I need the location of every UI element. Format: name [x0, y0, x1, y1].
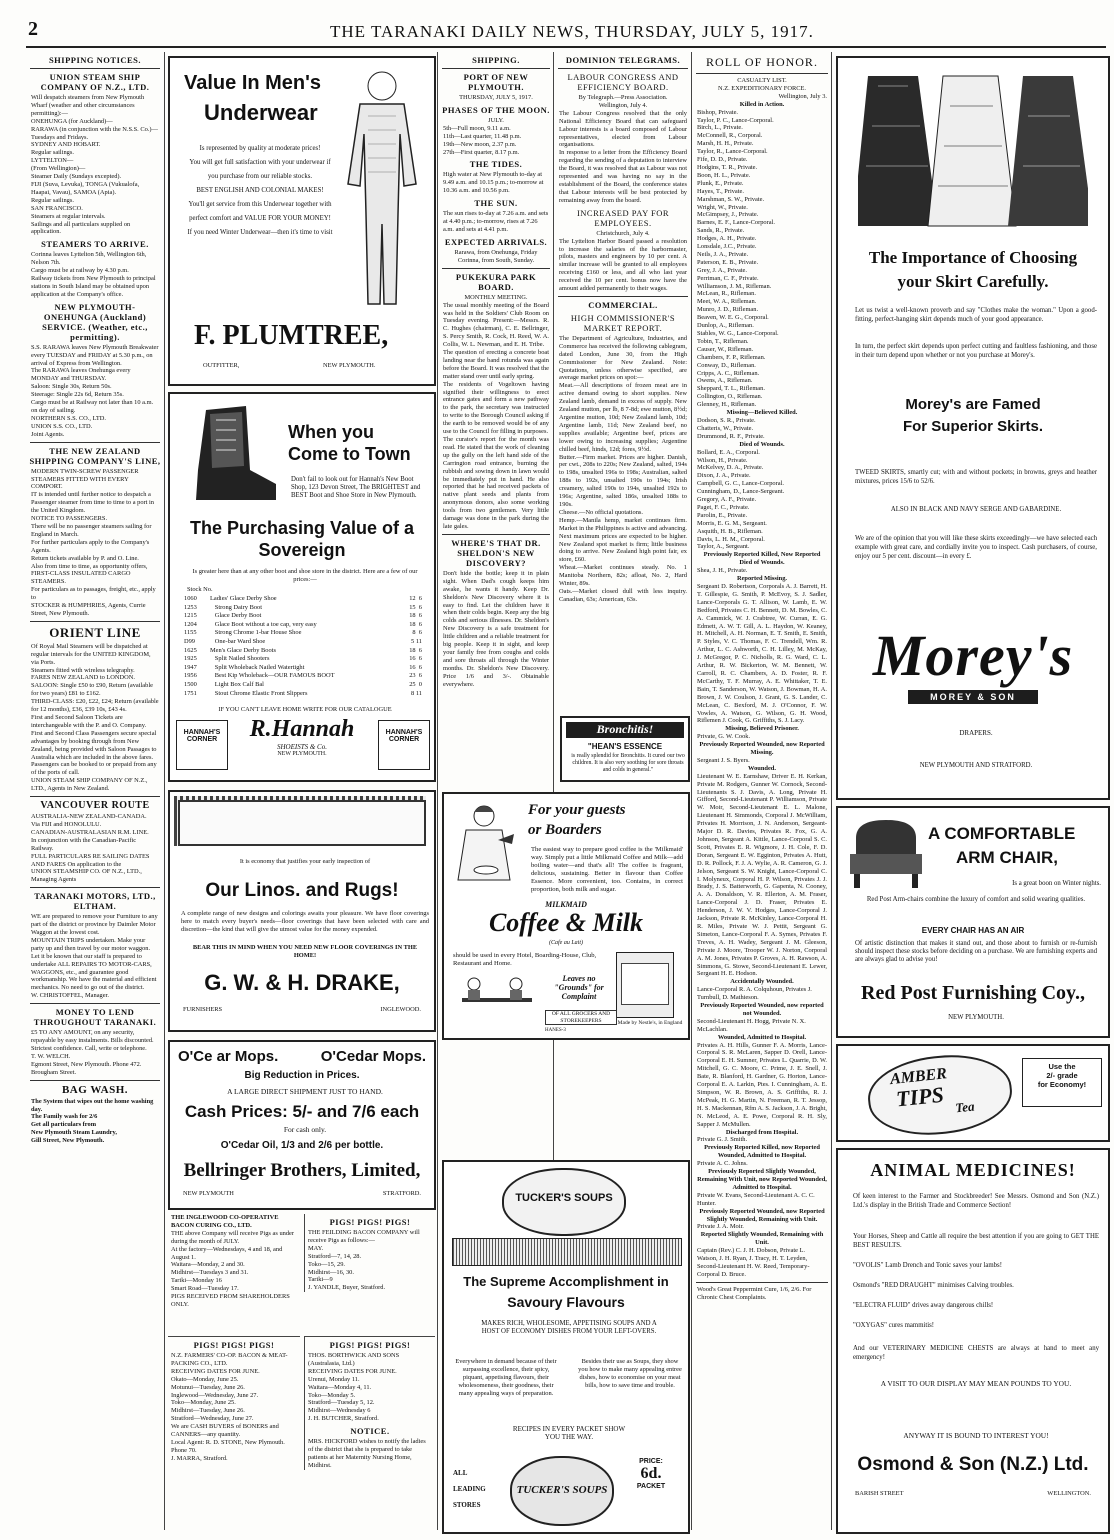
column-rule: [437, 52, 438, 1530]
stores-line3: STORES: [453, 1500, 481, 1509]
hannah-logo: [230, 716, 374, 772]
milkmaid-body: The easiest way to prepare good coffee is the 'Milkmaid' way. Simply put a little Milkmaid Coffee and Milk—add boiling water—and that's all! The coffee is fragrant, delicious, sustaining. Better in flavour than Coffee Essence. More convenient, too. Contains, in correct proportion, both milk and sugar.: [531, 846, 683, 893]
osmond-chests: And our VETERINARY MEDICINE CHESTS are always at hand to meet any emergency!: [853, 1345, 1099, 1361]
pigs-notices: [168, 1214, 436, 1530]
union-steam-heading: UNION STEAM SHIP COMPANY OF N.Z., LTD.: [40, 72, 150, 92]
stock-price: 16 6: [409, 655, 422, 663]
dominion-heading: DOMINION TELEGRAMS.: [565, 55, 681, 65]
farmers-body: N.Z. FARMERS' CO-OP. BACON & MEAT-PACKING CO., LTD. RECEIVING DATES FOR JUNE. Okato—Monday, June 25. Motunui—Tuesday, June 26. Inglewood—Wednesday, June 27. Toko—Monday, June 25. Midhirst—Tuesday, June 26. Stratford—Wednesday, June 27. We are CASH BUYERS of BONERS and CANNERS—any quantity. Local Agent: R. D. STONE, New Plymouth. Phone 70. J. MARRA, Stratford.: [171, 1352, 288, 1462]
milkmaid-tin-illustration: [616, 952, 674, 1018]
roll-of-honor-column: [694, 52, 830, 1530]
red-post-artistic: Of artistic distinction that makes it stand out, and those about to furnish or re-furnish should inspect these stocks before deciding on a purchase. We are furnishing experts and are always glad to advise you!: [855, 940, 1097, 963]
stock-number: 1204: [184, 620, 197, 628]
slight3-heading: Previously Reported Wounded, now Reported Slightly Wounded, Remaining with Unit.: [699, 1207, 825, 1223]
stock-price: 8 6: [410, 629, 422, 637]
all-grocers: OF ALL GROCERS AND STOREKEEPERS: [545, 1010, 617, 1025]
coffee-and-milk-logo: Coffee & Milk: [488, 908, 644, 937]
drake-bear-in-mind: BEAR THIS IN MIND WHEN YOU NEED NEW FLOOR COVERINGS IN THE HOME!: [192, 944, 418, 959]
osmond-anyway: ANYWAY IT IS BOUND TO INTEREST YOU!: [903, 1431, 1049, 1440]
admitted-heading: Wounded, Admitted to Hospital.: [717, 1033, 807, 1041]
stock-price: 18 6: [409, 612, 422, 620]
ocedar-oil: O'Cedar Oil, 1/3 and 2/6 per bottle.: [220, 1140, 384, 1151]
bellringer-name: Bellringer Brothers, Limited,: [183, 1160, 421, 1181]
osmond-street: BARISH STREET: [855, 1490, 904, 1497]
labour-body: The Labour Congress resolved that the only National Efficiency Board that can safeguard Labour interests is a board composed of Labour representatives, elected from Labour organisations. In response to a letter from the Efficiency Board regarding the sending of a deputation to interview the Board, it was resolved that as Labour was not represented and was having no say in the establishment of the Board, the conference states that Labour interests will be best protected by remaining away from the board.: [559, 109, 687, 204]
expected-body: Rarawa, from Onehunga, Friday Corinna, from South, Sunday.: [454, 248, 538, 264]
plumtree-outfitter: OUTFITTER,: [203, 362, 240, 369]
hannah-boot-shop-ad: [168, 392, 436, 782]
stock-price: 18 6: [409, 620, 422, 628]
shipping-notices-title: SHIPPING NOTICES.: [48, 55, 142, 65]
slight3-list: Private J. A. Moir.: [697, 1223, 744, 1231]
amber-use-grade: [1022, 1058, 1102, 1107]
park-board-body: The usual monthly meeting of the Board was held in the Soldiers' Club Room on Tuesday evening. Present:—Messrs. R. C. Hughes (chairman), C. E. Bellringer, S. Percy Smith, R. Cock, H. Reed, W. A. Collis, W. L. Newman, and E. H. Tribe. The question of erecting a concrete boat landing near the band rotunda was again before the Board. It was resolved that the matter stand over until early spring. The residents of Vogeltown having signified their willingness to erect entrance gates and form a new pathway to the park, the secretary was instructed to write to the Borough Council asking if the earth to be removed would be of any use to the Council for filling in purposes. The curator's report for the month was read. He stated that the work of cleaning up the gully on the left hand side of the Carrington road entrance, burning the rubbish and sowing down in lawn would be immediately put in hand. He also reported that he had received packets of native plant seeds and plants from anonymous donors, also some working tools from two gentlemen. Very little damage was done in the park during the late gales.: [443, 301, 549, 530]
stock-price-list: [184, 595, 422, 698]
morey-tweed: TWEED SKIRTS, smartly cut; with and without pockets; in browns, greys and heather mixtures, prices 15/6 to 52/6.: [855, 469, 1097, 485]
corner-left-line1: HANNAH'S: [183, 729, 221, 736]
osmond-ovolis: "OVOLIS" Lamb Drench and Tonic saves your lambs!: [853, 1262, 1002, 1269]
amber-tips-logo-oval: [864, 1049, 1015, 1142]
red-post-name: Red Post Furnishing Coy.,: [861, 982, 1085, 1004]
osmond-animal-medicines-ad: [836, 1148, 1110, 1534]
corner-right-line1: HANNAH'S: [385, 729, 423, 736]
cash-prices: Cash Prices: 5/- and 7/6 each: [184, 1102, 420, 1121]
red-post-great: Is a great boon on Winter nights.: [1012, 880, 1101, 887]
stock-number: 1925: [184, 655, 197, 663]
plumtree-title-2: Underwear: [204, 100, 318, 125]
purchasing-title-1: The Purchasing Value of a: [189, 518, 415, 538]
hannah-greater: Is greater here than at any other boot and shoe store in the district. Here are a few of our prices:—: [192, 568, 418, 583]
amber-logo-3: Tea: [954, 1098, 976, 1116]
killed-heading: Killed in Action.: [739, 100, 785, 108]
bellringer-ocedar-ad: [168, 1040, 436, 1210]
stock-price: 8 11: [409, 689, 422, 697]
borthwick-notice: [304, 1336, 435, 1470]
osmond-horses: Your Horses, Sheep and Cattle all require the best attention if you are going to GET THE BEST RESULTS.: [853, 1233, 1099, 1249]
amber-logo-1: AMBER: [889, 1065, 948, 1089]
column-rule: [691, 52, 692, 1530]
stock-number: 1947: [184, 663, 197, 671]
nz-shipping-body: MODERN TWIN-SCREW PASSENGER STEAMERS FITTED WITH EVERY COMPORT. IT is intended until further notice to despatch a Passenger steamer from time to time to a port in the United Kingdom. NOTICE TO PASSENGERS. There will be no passenger steamers sailing for England in March. For further particulars apply to the Company's Agents. Return tickets available by P. and O. Line. Also from time to time, as opportunity offers, FIRST-CLASS INSULATED CARGO STEAMERS. For particulars as to passages, freight, etc., apply to STOCKER & HUMPHRIES, Agents, Currie Street, New Plymouth.: [31, 467, 156, 617]
farmers-coop-notice: [168, 1336, 300, 1463]
osmond-city: WELLINGTON.: [1047, 1490, 1091, 1497]
stock-row: [184, 664, 422, 673]
catalogue-notice: IF YOU CAN'T LEAVE HOME WRITE FOR OUR CATALOGUE: [218, 706, 392, 713]
killed-list: Bishop, Private. Taylor, P. C., Lance-Corporal. Birch, L., Private. McConnell, R., Corporal. Marsh, H. H., Private. Taylor, R., Lance-Corporal. Fife, D. D., Private. Hodgins, T. R., Private. Boon, H. L., Private. Plunk, E., Private. Hayes, T., Private. Marshman, S. W., Private. Wright, W., Private. McGimpsey, J., Private. Barnes, E. F., Lance-Corporal. Sands, R., Private. Hodges, A. H., Private. Lonsdale, J.C., Private. Neils, J. A., Private. Paterson, E. B., Private. Grey, J. A., Private. Perriman, C. F., Private. Williamson, J. M., Rifleman. McLean, R., Rifleman. Meet, W. A., Rifleman. Munro, J. D., Rifleman. Beaven, W. E. G., Corporal. Dunlop, A., Rifleman. Stables, W. G., Lance-Corporal. Tobin, T., Rifleman. Causer, W., Rifleman. Chambers, F. P., Rifleman. Conway, D., Rifleman. Cripps, A. C., Rifleman. Owens, A., Rifleman. Sheppard, T. L., Rifleman. Collington, O., Rifleman. Glenney, H., Rifleman.: [697, 108, 779, 409]
tucker-title-1: The Supreme Accomplishment in: [463, 1274, 669, 1289]
stock-price: 15 6: [409, 603, 422, 611]
leaves-line2: "Grounds" for: [554, 983, 604, 992]
died-heading: Died of Wounds.: [739, 440, 785, 448]
steamers-arrive-body: Corinna leaves Lyttelton 5th, Wellington 6th, Nelson 7th. Cargo must be at railway by 4.30 p.m. Railway tickets from New Plymouth to principal stations in South Island may be obtained upon application at the Company's office.: [31, 251, 156, 298]
stock-row: [184, 690, 422, 699]
shipping-column: [440, 52, 552, 828]
bag-wash-heading: BAG WASH.: [61, 1083, 129, 1096]
stock-row: [184, 638, 422, 647]
wounded-heading: Wounded.: [748, 764, 776, 772]
ad-code: HANES-3: [545, 1028, 566, 1033]
stock-row: [184, 612, 422, 621]
stock-row: [184, 629, 422, 638]
sheldon-heading: WHERE'S THAT DR. SHELDON'S NEW DISCOVERY?: [451, 537, 541, 568]
masthead: THE TARANAKI DAILY NEWS, THURSDAY, JULY 5, 1917.: [330, 22, 814, 41]
labour-by: By Telegraph.—Press Association.: [578, 94, 668, 101]
amber-grade: 2/- grade: [1046, 1071, 1078, 1080]
milkmaid-title-1: For your guests: [528, 802, 626, 818]
amber-economy: for Economy!: [1037, 1080, 1087, 1089]
cash-only: For cash only.: [283, 1125, 327, 1134]
soup-bowls-illustration: [452, 1238, 682, 1266]
accidental-heading: Accidentally Wounded.: [730, 978, 794, 986]
stock-number: 1956: [184, 672, 197, 680]
farmers-heading: PIGS! PIGS! PIGS!: [193, 1340, 275, 1350]
leaves-no-grounds: [544, 974, 614, 1001]
stock-item: Split Wholeback Nailed Watertight: [210, 663, 305, 671]
red-post-title-1: A COMFORTABLE: [928, 824, 1076, 843]
drake-body: A complete range of new designs and colorings awaits your pleasure. We have floor coverings here to match every buyer's needs—floor coverings that have been selected with care and discretion—the kind that will give the utmost value for the money expended.: [181, 910, 429, 933]
casualty-place: Wellington, July 3.: [778, 92, 827, 100]
onehunga-service-body: S.S. RARAWA leaves New Plymouth Breakwater every TUESDAY and FRIDAY at 5.30 p.m., on arrival of Express from Wellington. The RARAWA leaves Onehunga every MONDAY and THURSDAY. Saloon: Single 30s, Return 50s. Steerage: Single 22s 6d, Return 35s. Cargo must be at Railway not later than 10 a.m. on day of sailing. NORTHERN S.S. CO., LTD. UNION S.S. CO., LTD. Joint Agents.: [31, 343, 159, 438]
morey-title-2: your Skirt Carefully.: [897, 272, 1049, 291]
pay-place: Christchurch, July 4.: [596, 229, 650, 237]
stock-row: [184, 621, 422, 630]
tuckers-packet-illustration: [510, 1456, 614, 1526]
sun-body: The sun rises to-day at 7.26 a.m. and sets at 4.40 p.m.; to-morrow, rises at 7.26 a.m. and sets at 4.41 p.m.: [443, 210, 549, 233]
tucker-left: Everywhere in demand because of their surpassing excellence, their spicy, piquant, appetising flavours, their wholesomeness, their goodness, their many appealing ways of preparation.: [455, 1358, 557, 1397]
red-post-furnishing-ad: [836, 806, 1110, 1038]
osmond-red-draught: Osmond's "RED DRAUGHT" minimises Calving troubles.: [853, 1282, 1014, 1289]
tuckers-soups-logo-oval: [502, 1168, 626, 1236]
ocedar-title-left: O'Ce ar Mops.: [178, 1048, 279, 1065]
amber-logo-2: TIPS: [894, 1081, 945, 1112]
stock-number: 1215: [184, 612, 197, 620]
expected-heading: EXPECTED ARRIVALS.: [444, 236, 548, 247]
drake-intro: It is economy that justifies your early inspection of: [239, 858, 371, 865]
rug-pattern: [178, 800, 426, 846]
plumtree-location: NEW PLYMOUTH.: [323, 362, 376, 369]
woman-pouring-illustration: [450, 800, 520, 884]
notice-body: MRS. HICKFORD wishes to notify the ladies of the district that she is prepared to take patients at her Maternity Nursing Home, Midhirst.: [308, 1438, 426, 1469]
tucker-right: Besides their use as Soups, they show you how to make many appealing entree dishes, how to economise on your meat bills, how to save time and trouble.: [578, 1358, 682, 1389]
missing-killed-list: Dodson, S. R., Private. Chatteris, W., Private. Drummond, R. F., Private.: [697, 416, 765, 440]
prisoner-list: Private, G. W. Cook.: [697, 733, 751, 741]
osmond-interest: Of keen interest to the Farmer and Stockbreeder! See Messrs. Osmond and Son (N.Z.) Ltd.'s display in the British Trade and Commerce Section!: [853, 1193, 1099, 1209]
roll-of-honor-title: ROLL OF HONOR.: [706, 55, 818, 69]
inglewood-body: THE above Company will receive Pigs as under during the month of JULY. At the factory—Wednesdays, 4 and 18, and August 1. Waitara—Monday, 2 and 30. Midhirst—Tuesdays 3 and 31. Tariki—Monday 16 Smart Road—Tuesday 17. PIGS RECEIVED FROM SHAREHOLDERS ONLY.: [171, 1229, 294, 1308]
borthwick-heading: PIGS! PIGS! PIGS!: [329, 1340, 411, 1350]
reported-missing-heading: Reported Missing.: [736, 575, 788, 583]
osmond-visit: A VISIT TO OUR DISPLAY MAY MEAN POUNDS TO YOU.: [880, 1379, 1072, 1388]
stock-item: Split Nailed Shooters: [210, 655, 270, 663]
skirts-illustration: [858, 66, 1088, 236]
died-list: Bollard, E. A., Corporal. Wilson, H., Private. McKelvey, D. A., Private. Dixon, J. A., Private. Campbell, G. C., Lance-Corporal. Cunningham, D., Lance-Sergeant. Gregory, A. F., Private. Paget, F. C., Private. Parolin, E., Private. Morris, E. G. M., Sergeant. Asquith, H. B., Rifleman. Davis, L. H. M., Corporal. Taylor, A., Sergeant.: [697, 448, 785, 551]
port-heading: PORT OF NEW PLYMOUTH.: [463, 72, 529, 92]
prev-killed-heading: Previously Reported Killed, Now Reported Died of Wounds.: [703, 551, 821, 567]
milkmaid-title-2: or Boarders: [528, 822, 602, 838]
tucker-recipes: RECIPES IN EVERY PACKET SHOW YOU THE WAY.: [512, 1425, 626, 1441]
market-body: The Department of Agriculture, Industries, and Commerce has received the following cablegram, dated London, June 30, from the High Commissioner for New Zealand. Note: Quotations, unless otherwise specified, are average market prices on spot:— Meat.—All descriptions of frozen meat are in active demand owing to short supplies. New Zealand lamb, demand in excess of supply. New Zealand mutton, per lb, 8 7-8d; ewe mutton, 8½d; Argentine mutton, 10d; New Zealand lamb, 10d; Argentine lamb, 11d; New Zealand beef, no supplies available; Argentine beef, prices are lower owing to increasing supplies; Argentine chilled beef, hinds, 12d; fores, 9½d. Butter.—Firm market. Prices are higher. Danish, per cwt., 208s to 220s; New Zealand, salted, 194s to 198s, unsalted 196s to 198s; Australian, salted 188s to 192s, unsalted 190s to 194s; Irish creamery, salted 190s to 194s, unsalted 192s to 196s; Argentine, salted 186s, unsalted 188s to 190s. Cheese.—No official quotations. Hemp.—Manila hemp, market continues firm. Market in the Philippines is active and advancing. Next maximum prices are expected to be higher. New Zealand spot market is firm; little business doing to arrive. New Zealand high point fair, ex store, £60. Wheat.—Market continues steady. No. 1 Manitoba Northern, 82s; afloat, No. 2, Hard Winter, 89s. Oats.—Market closed dull with less inquiry. Canadian, 63s; American, 63s.: [559, 334, 687, 603]
slight1-list: Private A. C. Johns.: [697, 1160, 748, 1168]
morey-logo-band: MOREY & SON: [908, 690, 1038, 704]
stock-price: 25 0: [409, 680, 422, 688]
slight2-list: Private W. Evans, Second-Lieutenant A. C. C. Hunter.: [697, 1191, 815, 1207]
red-post-body: Red Post Arm-chairs combine the luxury of comfort and solid wearing qualities.: [866, 896, 1086, 903]
hannahs-corner-right: [378, 720, 430, 770]
price-label: PRICE:: [639, 1458, 663, 1465]
hannah-title-2: Come to Town: [288, 444, 411, 464]
prev-wounded2-list: Second-Lieutenant H. Hogg, Private N. X. McLachlan.: [697, 1017, 806, 1033]
slight4-list: Captain (Rev.) C. J. H. Dobson, Private L. Watson, J. H. Ryan, J. Tracy, H. T. Leyden, Second-Lieutenant H. W. Reed, Temporary-Corporal D. Bruce.: [697, 1247, 810, 1278]
cafe-au-lait: (Cafe au Lait): [549, 940, 583, 946]
stock-item: One-bar Ward Shoe: [210, 637, 266, 645]
stock-price: 23 6: [409, 672, 422, 680]
labour-place: Wellington, July 4.: [598, 101, 648, 109]
stock-row: [184, 655, 422, 664]
morey-famed-1: Morey's are Famed: [905, 396, 1041, 413]
notice-heading: NOTICE.: [350, 1426, 390, 1437]
onehunga-service-heading: NEW PLYMOUTH-ONEHUNGA (Auckland) SERVICE. (Weather, etc., permitting).: [42, 301, 148, 342]
park-board-heading: PUKEKURA PARK BOARD.: [455, 271, 537, 292]
ocedar-title-right: O'Cedar Mops.: [320, 1048, 426, 1065]
morey-p1: Let us twist a well-known proverb and say "Clothes make the woman." Upon a good-fitting, perfect-hanging skirt depends much of your good appearance.: [855, 307, 1097, 323]
purchasing-title-2: Sovereign: [258, 540, 346, 560]
heans-essence: "HEAN'S ESSENCE: [587, 742, 663, 751]
tides-body: High water at New Plymouth to-day at 9.49 a.m. and 10.15 p.m.; to-morrow at 10.36 a.m. and 10.56 p.m.: [443, 171, 544, 195]
milkmaid-brand: MILKMAID: [545, 900, 587, 909]
morey-p2: In turn, the perfect skirt depends upon perfect cutting and faultless fashioning, and those in their turn depend upon whether or not you purchase at Morey's.: [855, 343, 1097, 359]
osmond-electra: "ELECTRA FLUID" drives away dangerous chills!: [853, 1302, 994, 1309]
prisoner-heading: Missing, Believed Prisoner.: [725, 725, 799, 733]
slight2-heading: Previously Reported Slightly Wounded, Remaining With Unit, now Reported Wounded, Admitted to Hospital.: [697, 1168, 827, 1191]
orient-line-body: Of Royal Mail Steamers will be dispatched at regular intervals for the UNITED KINGDOM, via Ports. Steamers fitted with wireless telegraphy. FARES NEW ZEALAND to LONDON. SALOON: Single £50 to £90, Return (available for two years) £81 to £162. THIRD-CLASS: £20, £22, £24; Return (available for 12 months), £36, £39 10s, £43 4s. First and Second Saloon Tickets are interchangeable with the P. and O. Company. First and Second Class Passengers secure special advantages by booking through from New Zealand, being provided with Saloon Passages to Australia which are included in the above fares. Passengers can be booked to or prepaid from any of the ports of call. UNION STEAM SHIP COMPANY OF N.Z., LTD., Agents in New Zealand.: [31, 642, 159, 793]
stock-item: Glace Boot without a toe cap, very easy: [210, 620, 317, 628]
stock-row: [184, 681, 422, 690]
leaves-line1: Leaves no: [562, 974, 596, 983]
morey-places: NEW PLYMOUTH AND STRATFORD.: [919, 762, 1033, 769]
stock-row: [184, 595, 422, 604]
pay-heading: INCREASED PAY FOR EMPLOYEES.: [576, 207, 670, 228]
stock-item: Strong Dairy Boot: [210, 603, 263, 611]
tuckers-soups-logo: TUCKER'S SOUPS: [515, 1192, 613, 1204]
plumtree-name: F. PLUMTREE,: [194, 320, 389, 351]
stock-item: Light Box Calf Bal: [210, 680, 264, 688]
hannah-intro: Don't fail to look out for Hannah's New Boot Shop, 123 Devon Street, The BRIGHTEST and BEST Boot and Shoe Store in New Plymouth.: [291, 476, 421, 499]
stock-item: Ladies' Glace Derby Shoe: [210, 595, 277, 602]
dominion-telegrams-column: [556, 52, 690, 710]
red-post-every: EVERY CHAIR HAS AN AIR: [921, 926, 1025, 935]
corner-left-line2: CORNER: [186, 736, 218, 743]
accidental-list: Lance-Corporal R. A. Colquhoun, Privates J. Turnbull, D. Mathieson.: [697, 986, 812, 1002]
tuckers-soups-ad: [442, 1160, 690, 1534]
tucker-all-stores: [453, 1462, 493, 1517]
osmond-oxygas: "OXYGAS" cures mammitis!: [853, 1322, 935, 1329]
stock-price: 18 6: [409, 646, 422, 654]
prev-wounded-name: Sergeant J. S. Byers.: [697, 756, 750, 764]
inglewood-heading: THE INGLEWOOD CO-OPERATIVE BACON CURING CO., LTD.: [171, 1214, 279, 1229]
hannah-logo-place: NEW PLYMOUTH.: [277, 751, 327, 757]
stock-item: Stout Chrome Elastic Front Slippers: [210, 689, 308, 697]
tucker-title-2: Savoury Flavours: [507, 1294, 625, 1310]
casualty-list: CASUALTY LIST.: [737, 77, 787, 84]
stock-number: 1625: [184, 646, 197, 654]
underwear-figure-illustration: [338, 64, 426, 314]
stock-number: 1751: [184, 689, 197, 697]
bellringer-new-plymouth: NEW PLYMOUTH: [183, 1190, 234, 1197]
amber-use: Use the: [1048, 1062, 1076, 1071]
milkmaid-coffee-ad: [442, 792, 690, 1040]
stock-price: 5 11: [409, 637, 422, 645]
money-to-lend-heading: MONEY TO LEND THROUGHOUT TARANAKI.: [33, 1007, 157, 1028]
peppermint-cure: Wood's Great Peppermint Cure, 1/6, 2/6. For Chronic Chest Complaints.: [697, 1285, 812, 1301]
boot-illustration: [176, 400, 280, 506]
stock-price: 12 6: [409, 595, 422, 602]
large-shipment: A LARGE DIRECT SHIPMENT JUST TO HAND.: [227, 1087, 383, 1096]
red-post-title-2: ARM CHAIR,: [956, 848, 1058, 867]
vancouver-route-body: AUSTRALIA-NEW ZEALAND-CANADA. Via FIJI and HONOLULU. CANADIAN-AUSTRALASIAN R.M. LINE. In conjunction with the Canadian-Pacific Railway. FULL PARTICULARS RE SAILING DATES AND FARES On application to the UNION STEAMSHIP CO. OF N.Z., LTD., Managing Agents: [31, 813, 150, 884]
leaves-line3: Complaint: [561, 992, 597, 1001]
morey-also: ALSO IN BLACK AND NAVY SERGE AND GABARDINE.: [890, 506, 1062, 513]
money-to-lend-body: £5 TO ANY AMOUNT, on any security, repayable by easy instalments. Bills discounted. Strictest confidence. Call, write or telephone. T. W. WELCH. Egmont Street, New Plymouth. Phone 472. Brougham Street.: [31, 1029, 154, 1076]
morey-opinion: We are of the opinion that you will like these skirts exceedingly—we have selected each example with great care, and cordially invite you to inspect. Cash purchasers, of course, enjoy our 5 per cent. discount—in every £.: [855, 535, 1097, 560]
plumtree-body: Is represented by quality at moderate prices! You will get full satisfaction with your underwear if you purchase from our reliable stocks. BEST ENGLISH AND COLONIAL MAKES! You'll get service from this Underwear together with perfect comfort and VALUE FOR YOUR MONEY! If you need Winter Underwear—then it's time to visit: [187, 145, 333, 236]
inglewood-bacon-notice: [168, 1214, 300, 1309]
pay-body: The Lyttelton Harbor Board passed a resolution to increase the salaries of the harbormaster, pilots, masters and engineers by 10 per cent. A similar increase will be granted to all employees receiving £160 or less, and all who last year received the 10 per cent. bonus now have the amount added permanently to their wages.: [559, 237, 687, 293]
commercial-heading: COMMERCIAL.: [588, 299, 658, 310]
expeditionary-force: N.Z. EXPEDITIONARY FORCE.: [718, 84, 806, 92]
steamers-arrive-heading: STEAMERS TO ARRIVE.: [41, 239, 149, 250]
tides-heading: THE TIDES.: [469, 159, 523, 170]
red-post-place: NEW PLYMOUTH.: [948, 1014, 1004, 1021]
hannah-logo-sub: SHOEISTS & Co.: [277, 743, 327, 751]
stock-row: [184, 604, 422, 613]
stock-row: [184, 672, 422, 681]
morey-skirts-ad: [836, 56, 1110, 800]
stock-item: Strong Chrome 1-bar House Shoe: [210, 629, 302, 637]
stores-line1: ALL: [453, 1468, 468, 1477]
stores-line2: LEADING: [453, 1484, 486, 1493]
price-value: 6d.: [640, 1465, 662, 1482]
moon-heading: PHASES OF THE MOON.: [442, 104, 550, 115]
osmond-title: ANIMAL MEDICINES!: [870, 1160, 1076, 1180]
morey-drapers: DRAPERS.: [959, 729, 993, 737]
hannahs-corner-left: [176, 720, 228, 770]
dining-scene-illustration: [452, 972, 540, 1018]
bag-wash-body: The System that wipes out the home washing day. The Family wash for 2/6 Get all particulars from New Plymouth Steam Laundry, Gill Street, New Plymouth.: [31, 1097, 154, 1145]
borthwick-body: THOS. BORTHWICK AND SONS (Australasia, Ltd.) RECEIVING DATES FOR JUNE. Urenui, Monday 11. Waitara—Monday 4, 11. Toko—Monday 5. Stratford—Tuesday 5, 12. Midhirst—Wednesday 6 J. H. BUTCHER, Stratford.: [308, 1352, 400, 1423]
amber-tips-tea-ad: [836, 1044, 1110, 1142]
nz-shipping-heading: THE NEW ZEALAND SHIPPING COMPANY'S LINE,: [29, 445, 161, 466]
prev-killed-name: Shea, J. H., Private.: [697, 567, 748, 575]
market-heading: HIGH COMMISSIONER'S MARKET REPORT.: [570, 312, 676, 333]
hannah-title-1: When you: [288, 422, 374, 442]
slight1-heading: Previously Reported Killed, now Reported Wounded, Admitted to Hospital.: [704, 1144, 820, 1160]
missing-killed-heading: Missing—Believed Killed.: [726, 409, 798, 417]
moon-month: JULY.: [488, 116, 504, 124]
big-reduction: Big Reduction in Prices.: [244, 1070, 360, 1081]
stock-item: Glace Derby Boot: [210, 612, 262, 620]
moon-phases: 5th—Full moon, 9.11 a.m. 11th—Last quarter, 11.48 p.m. 19th—New moon, 2.37 p.m. 27th—First quarter, 8.17 p.m.: [443, 124, 522, 156]
column-rule: [164, 52, 165, 1530]
morey-title-1: The Importance of Choosing: [868, 248, 1078, 267]
union-steam-body: Will despatch steamers from New Plymouth Wharf (weather and other circumstances permitting):— ONEHUNGA (for Auckland)— RARAWA (in conjunction with the N.S.S. Co.)—Tuesdays and Fridays. SYDNEY AND HOBART. Regular sailings. LYTTELTON— (From Wellington)— Steamer Daily (Sundays excepted). FIJI (Suva, Levuka), TONGA (Vukualofa, Haapai, Vavau), SAMOA (Apia). Regular sailings. SAN FRANCISCO. Steamers at regular intervals. Sailings and all particulars supplied on application.: [31, 94, 158, 236]
bellringer-stratford: STRATFORD.: [382, 1190, 421, 1197]
taranaki-motors-heading: TARANAKI MOTORS, LTD., ELTHAM.: [34, 891, 156, 912]
masthead-rule: [26, 46, 1106, 48]
prev-wounded-heading: Previously Reported Wounded, now Reported Missing.: [699, 741, 825, 757]
tuckers-packet-logo: TUCKER'S SOUPS: [516, 1484, 608, 1496]
discharged-heading: Discharged from Hospital.: [725, 1128, 799, 1136]
price-packet: PACKET: [636, 1483, 666, 1490]
stock-price: 16 6: [409, 663, 422, 671]
drake-linos-ad: [168, 790, 436, 1032]
feilding-bacon-notice: [304, 1214, 435, 1292]
page-number: 2: [28, 18, 38, 40]
drake-name: G. W. & H. DRAKE,: [204, 970, 400, 995]
slight4-heading: Reported Slightly Wounded, Remaining with Unit.: [700, 1231, 824, 1247]
prev-wounded2-heading: Previously Reported Wounded, now reported not Wounded.: [700, 1002, 824, 1017]
osmond-name: Osmond & Son (N.Z.) Ltd.: [857, 1454, 1089, 1475]
hannah-logo-text: R.Hannah: [249, 716, 355, 742]
morey-famed-2: For Superior Skirts.: [902, 418, 1044, 435]
park-board-sub: MONTHLY MEETING.: [464, 293, 528, 301]
labour-heading: LABOUR CONGRESS AND EFFICIENCY BOARD.: [567, 72, 679, 92]
stock-row: [184, 647, 422, 656]
drake-furnishers: FURNISHERS: [183, 1006, 223, 1013]
admitted-list: Privates A. H. Hills, Gunner F. A. Morris, Lance-Corporal S. R. McLaren, Sapper D. Orell, Lance-Corporal E. H. Sumner, Privates L. Quarrie, D. W. Mitchell, G. C. Moore, C. Prime, J. E. Snell, J. Bate, R. Blanford, H. Gardner, G. Horton, Lance-Corporal E. A. Larkin, Ptes. I. Cunningham, A. E. Simpson, W. R. Brown, A. S. Griffiths, R. J. McPeak, H. G. Martin, N. Freeman, R. T. Jessop, H. S. Mackennan, Rfm A. S. Jackson, J. A. Bright, N. McLeod, A. E. Powe, Corporal R. H. Sly, Sapper J. McMullen.: [697, 1041, 827, 1128]
morey-logo: Morey's: [872, 623, 1074, 688]
column-rule: [831, 52, 832, 1530]
stock-header: Stock No.: [187, 586, 213, 593]
feilding-body: THE FEILDING BACON COMPANY will receive Pigs as follows:— MAY. Stratford—7, 14, 28. Toko—15, 29. Midhirst—16, 30. Tariki—9 J. YANDLE, Buyer, Stratford.: [308, 1229, 420, 1292]
plumtree-title-1: Value In Men's: [184, 72, 322, 94]
stock-number: 1060: [184, 595, 197, 602]
sheldon-body: Don't hide the bottle; keep it in plain sight. When Dad's cough keeps him awake, he wants it handy. Keep Dr. Sheldon's New Discovery where it is easy to find. Let the children have it when their colds begin. Keep any the big colds and serious illnesses. Dr. Sheldon's New Discovery is a safe treatment for little children and a reliable treatment for big people. Keep it in sight, and keep your family free from coughs and colds and sore throats all through the Winter months. Dr. Sheldon's New Discovery. Price 1/6 and 3/-. Obtainable everywhere.: [443, 569, 549, 688]
reported-missing-list: Sergeant D. Robertson, Corporals A. J. Barrett, H. T. Gillespie, G. Smith, P. McEvoy, S. J. Sadler, Lance-Corporals G. T. Allison, W. Lamb, E. W. Bedford, Privates C. H. Bennett, D. M. Bowles, C. A. Cammick, W. J. Crabtree, W. Curran, E. G. Edmett, A. W. T. Gill, A. L. Haydon, W. Keaney, H. Mitchell, A. H. Norman, E. T. Smith, E. Smith, P. Styles, V. C. Thomas, F. C. Trendell, Wm. R. Arthur, L. C. Ashworth, C. H. Lilley, M. McKay, J. McGregor, P. C. Nicholls, R. G. Ward, C. L. Arthur, R. W. Bickerton, W. M. Bennett, W. Carroll, R. C. Chambers, A. D. Foster, R. F. McCarthy, T. F. Murray, A. E. Whittaker, T. E. Bain, T. Sanderson, W. Watson, J. Bowman, H. A. Brown, J. W. Coulson, J. Grant, G. S. Lander, C. McLean, C. Bexford, M. J. O'Connor, F. W. Vowles, A. Watson, G. Wilson, G. H. Wood, Riflemen J. Cook, G. Griffiths, S. J. Lacy.: [697, 583, 827, 725]
milkmaid-used: should be used in every Hotel, Boarding-House, Club, Restaurant and Home.: [453, 952, 597, 967]
bronchitis-ad: [560, 716, 690, 782]
stock-number: 1253: [184, 603, 197, 611]
tucker-price: [620, 1458, 682, 1490]
drake-title: Our Linos. and Rugs!: [205, 880, 399, 901]
plumtree-underwear-ad: [168, 56, 436, 386]
stock-number: 1155: [184, 629, 197, 637]
corner-right-line2: CORNER: [388, 736, 420, 743]
stock-item: Best Kip Wholeback—OUR FAMOUS BOOT: [210, 672, 335, 680]
stock-item: Men's Glace Derby Boots: [210, 646, 276, 654]
bronchitis-body: is really splendid for Bronchitis. It cured our two children. It is also very soothing for sore throats and colds in general.": [571, 753, 685, 773]
drake-location: INGLEWOOD.: [380, 1006, 421, 1013]
shipping-notices-column: [28, 52, 162, 1530]
vancouver-route-heading: VANCOUVER ROUTE: [40, 800, 150, 812]
port-date: THURSDAY, JULY 5, 1917.: [459, 94, 533, 101]
bronchitis-title: Bronchitis!: [566, 722, 684, 738]
shipping-heading: SHIPPING.: [472, 55, 520, 65]
taranaki-motors-body: WE are prepared to remove your Furniture to any part of the district or province by Daimler Motor Waggon at the lowest cost. MOUNTAIN TRIPS undertaken. Make your party up and then travel by our motor waggon. Let it be known that our staff is prepared to undertake ALL REPAIRS TO MOTOR-CARS, WAGGONS, etc., and guarantee good workmanship. We have the material and efficient mechanics. No need to go out of the district. W. CHRISTOFFEL, Manager.: [31, 913, 158, 1000]
tucker-sub: MAKES RICH, WHOLESOME, APPETISING SOUPS AND A HOST OF ECONOMY DISHES FROM YOUR LEFT-OVERS.: [481, 1320, 657, 1335]
orient-line-heading: ORIENT LINE: [49, 624, 141, 640]
wounded-list: Lieutenant W. E. Earnshaw, Driver E. H. Kerkan, Private M. Rodgers, Gunner W. Cornock, Second-Lieutenants S. J. Davis, A. Long, Private H. Gifford, Second-Lieutenant P. Williamson, Private W. Moir, Second-Lieutenant E. L. Malone, Lieutenant H. Simmonds, Corporal J. McWilliam, Privates H. Morrison, J. N. Anderson, Sergeant-Major D. R. Davies, Privates R. Fox, G. A. Johnson, Sergeant A. Kittle, Lance-Corporal S. C. Scott, Privates E. R. Wigmore, J. H. Cole, F. D. Doran, Sergeant E. W. Egginton, Privates A. Hutt, D. R. Pollock, F. J. A. Wylie, A. R. Cameron, G. J. Jelson, Sergeant S. W. Knight, Lance-Corporal C. I. Molyneux, Corporal H. P. Wilson, Privates J. J. Brady, J. S. Batterworth, G. Gapenta, N. Cooney, A. A. Donaldson, V. R. Ellerton, A. M. Fraser, Lance-Corporal J. D. Fraser, Privates E. Henderson, J. W. V. Hodges, Lance-Corporal J. Jackson, Private R. McKinley, Lance-Corporal H. R. Miles, Private W. J. Pettit, Sergeant G. Simeton, Lance-Corporal F. A. Symes, Privates F. Treves, A. H. Wadey, Sergeant J. M. Gleeson, Private J. Moore, Trooper W. J. Norton, Corporal A. M. Jones, Privates P. Groves, A. H. Rawson, A. Simmons, G. Stowe, Second-Lieutenant E. Lewer, Sergeant H. E. Hodson.: [697, 772, 827, 978]
sun-heading: THE SUN.: [474, 198, 518, 209]
stock-number: 1500: [184, 680, 197, 688]
discharged-list: Private G. J. Smith.: [697, 1136, 748, 1144]
feilding-heading: PIGS! PIGS! PIGS!: [329, 1217, 411, 1227]
made-by-nestles: Made by Nestle's, in England: [617, 1020, 683, 1026]
stock-number: D99: [184, 637, 196, 645]
